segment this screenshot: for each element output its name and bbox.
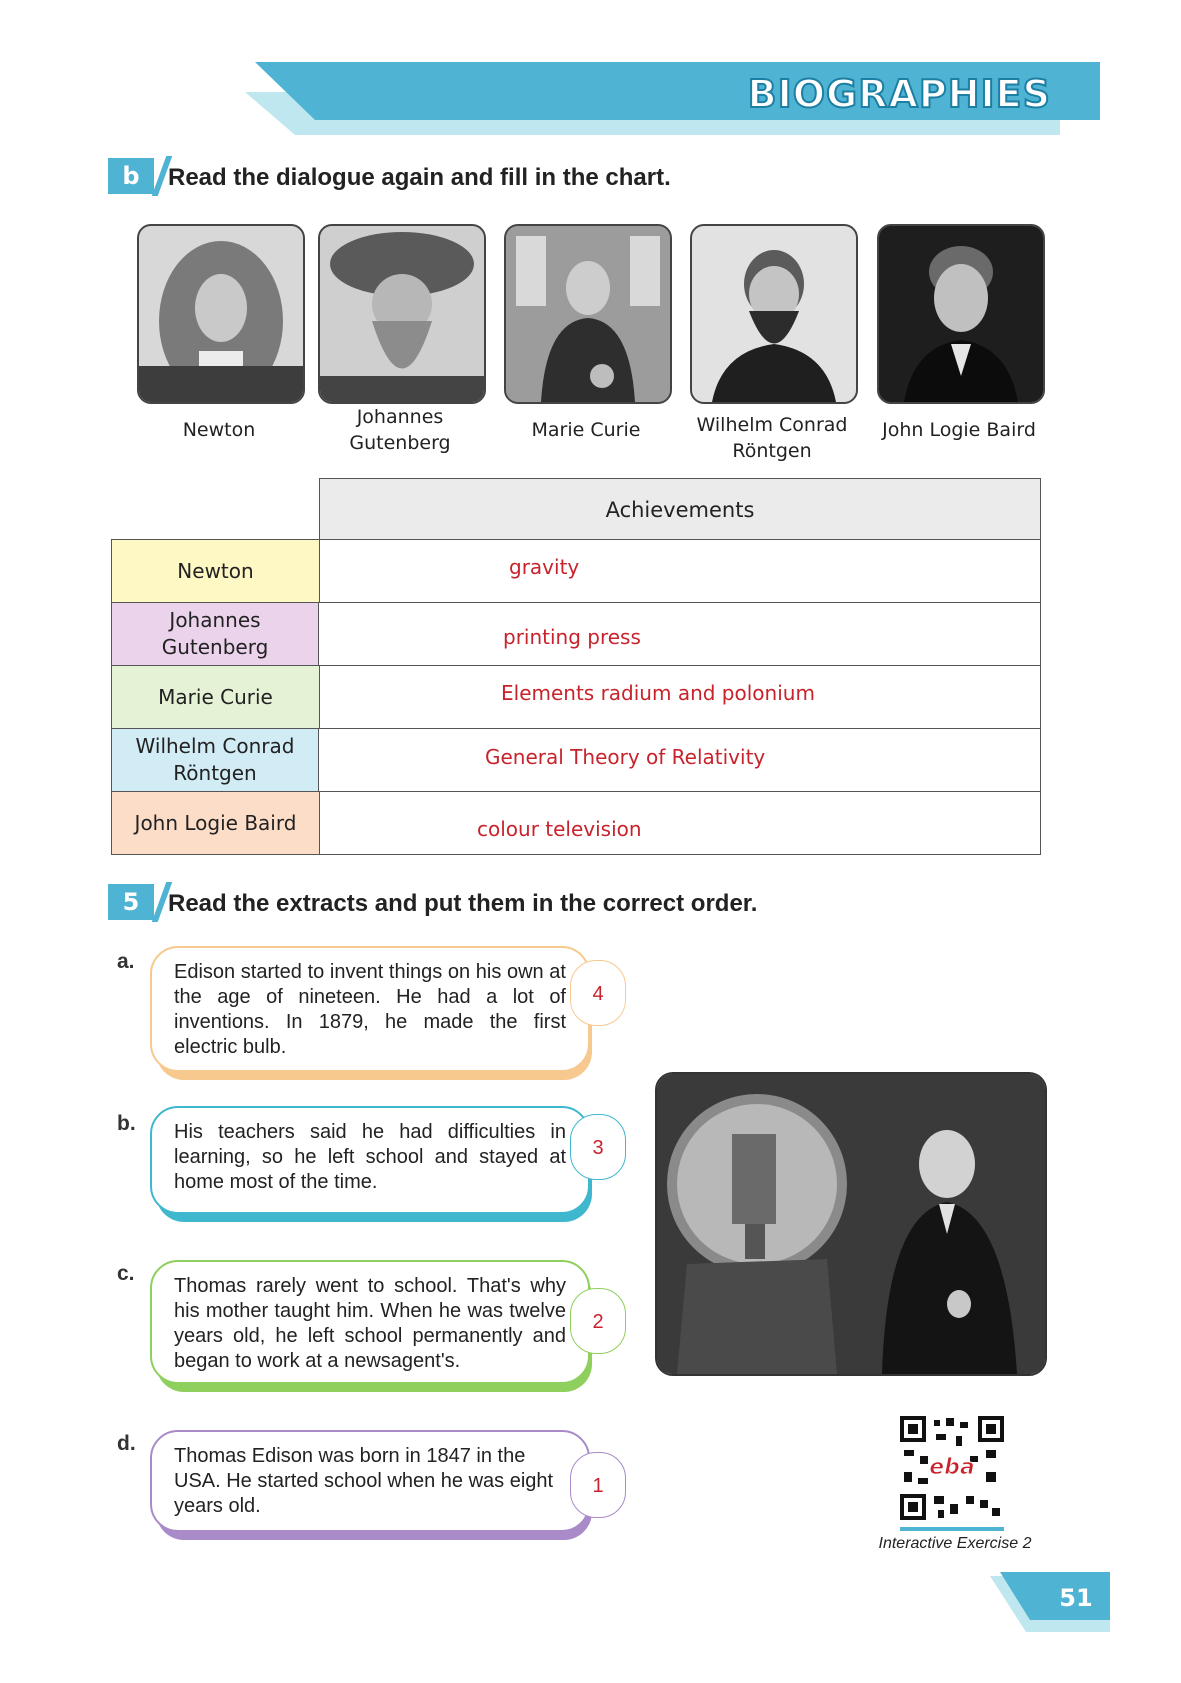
portrait-newton: [137, 224, 305, 404]
row-answer: printing press: [503, 625, 641, 649]
row-name: Newton: [112, 540, 320, 602]
caption-baird: John Logie Baird: [882, 419, 1036, 441]
qr-caption: Interactive Exercise 2: [878, 1535, 1032, 1552]
section-b-badge: b: [108, 158, 154, 194]
extract-d-text: Thomas Edison was born in 1847 in the USA. He started school when he was eight years old.: [150, 1430, 590, 1532]
row-name: John Logie Baird: [112, 792, 320, 854]
extract-a-text: Edison started to invent things on his own at the age of nineteen. He had a lot of inventions. In 1879, he made the first electric bulb.: [150, 946, 590, 1072]
portrait-rontgen: [690, 224, 858, 404]
page-header-title: BIOGRAPHIES: [747, 72, 1051, 116]
qr-underline: [900, 1527, 1004, 1531]
header-banner: [0, 0, 1181, 140]
table-row: [111, 665, 1041, 729]
extract-c-order: 2: [570, 1288, 626, 1354]
caption-newton: Newton: [182, 419, 256, 441]
extract-b-order: 3: [570, 1114, 626, 1180]
table-row: [111, 728, 1041, 792]
row-name: Johannes Gutenberg: [112, 603, 319, 665]
extract-a-order: 4: [570, 960, 626, 1026]
extract-letter: a.: [117, 950, 135, 973]
caption-rontgen: Wilhelm Conrad Röntgen: [696, 414, 848, 462]
caption-curie: Marie Curie: [531, 419, 641, 441]
extract-letter: c.: [117, 1262, 135, 1285]
section-5-instruction: Read the extracts and put them in the correct order.: [168, 890, 758, 917]
extract-letter: b.: [117, 1112, 136, 1135]
row-name: Marie Curie: [112, 666, 320, 728]
row-answer: gravity: [509, 555, 580, 579]
eba-logo: eba: [929, 1455, 975, 1480]
portrait-curie: [504, 224, 672, 404]
section-b-instruction: Read the dialogue again and fill in the chart.: [168, 164, 671, 191]
caption-gutenberg: Johannes Gutenberg: [349, 406, 451, 454]
portrait-gutenberg: [318, 224, 486, 404]
table-row: [111, 602, 1041, 666]
section-5-badge: 5: [108, 884, 154, 920]
edison-photo: [655, 1072, 1047, 1376]
row-name: Wilhelm Conrad Röntgen: [112, 729, 319, 791]
table-row: [111, 791, 1041, 855]
extract-letter: d.: [117, 1432, 136, 1455]
row-answer: colour television: [477, 817, 642, 841]
row-answer: Elements radium and polonium: [501, 681, 815, 705]
table-row: [111, 539, 1041, 603]
portrait-baird: [877, 224, 1045, 404]
extract-c-text: Thomas rarely went to school. That's why his mother taught him. When he was twelve years old, he left school permanently and began to work at a newsagent's.: [150, 1260, 590, 1384]
extract-b-text: His teachers said he had difficulties in learning, so he left school and stayed at home most of the time.: [150, 1106, 590, 1214]
qr-code[interactable]: [900, 1416, 1004, 1520]
table-header-achievements: Achievements: [319, 478, 1041, 540]
page-number: 51: [1059, 1584, 1093, 1612]
extract-d-order: 1: [570, 1452, 626, 1518]
row-answer: General Theory of Relativity: [485, 745, 766, 769]
